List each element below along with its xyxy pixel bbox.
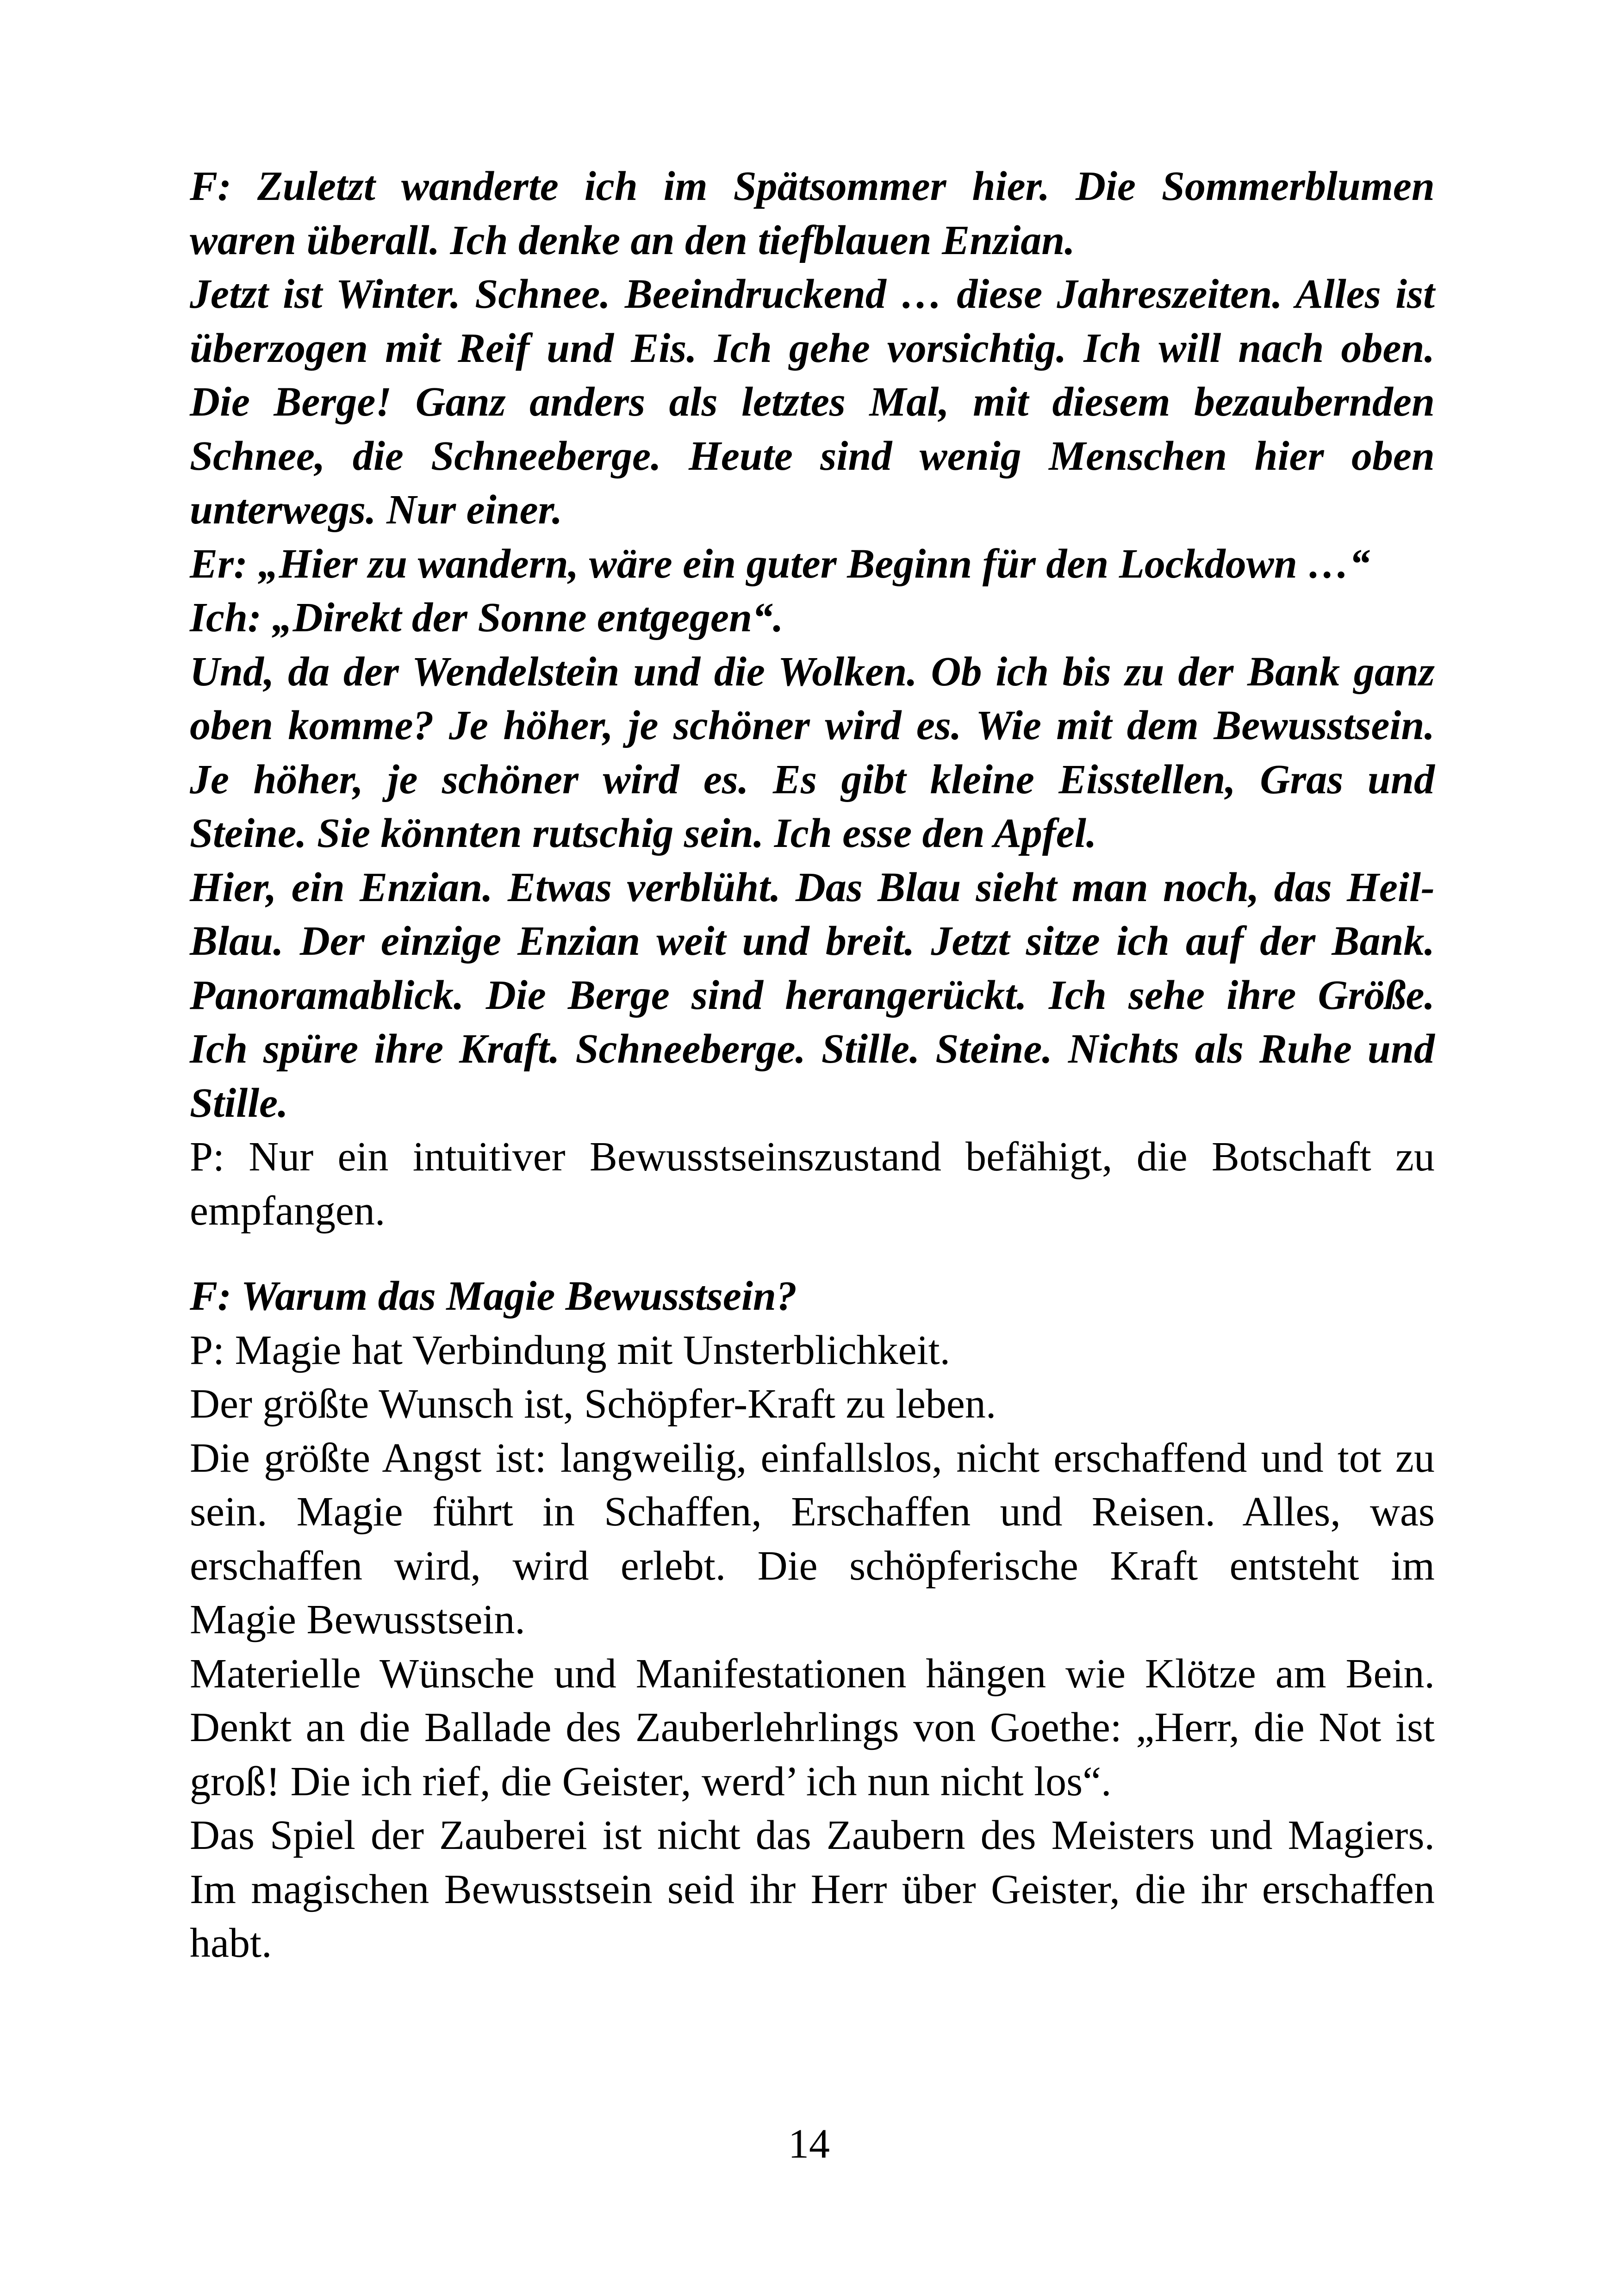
- paragraph: [190, 1324, 1435, 1378]
- text-line: Je höher, je schöner wird es. Es gibt kleine Eisstellen, Gras und: [190, 756, 1435, 803]
- text-line: Er: „Hier zu wandern, wäre ein guter Beginn für den Lockdown …“: [190, 541, 1370, 587]
- text-line: waren überall. Ich denke an den tiefblauen Enzian.: [190, 217, 1075, 263]
- text-line: Blau. Der einzige Enzian weit und breit. Jetzt sitze ich auf der Bank.: [190, 918, 1435, 964]
- text-line: Ich spüre ihre Kraft. Schneeberge. Stille. Steine. Nichts als Ruhe und: [190, 1026, 1435, 1072]
- paragraph: [190, 591, 1435, 645]
- text-line: Hier, ein Enzian. Etwas verblüht. Das Blau sieht man noch, das Heil-: [190, 864, 1435, 910]
- paragraph: [190, 861, 1435, 1131]
- text-line: Und, da der Wendelstein und die Wolken. Ob ich bis zu der Bank ganz: [190, 648, 1435, 695]
- paragraph: [190, 1647, 1435, 1809]
- page-number: 14: [788, 2121, 830, 2167]
- paragraph: [190, 268, 1435, 537]
- text-line: empfangen.: [190, 1188, 386, 1234]
- page-body: [190, 160, 1435, 1971]
- text-line: Steine. Sie könnten rutschig sein. Ich esse den Apfel.: [190, 810, 1097, 856]
- text-line: überzogen mit Reif und Eis. Ich gehe vorsichtig. Ich will nach oben.: [190, 325, 1435, 371]
- text-line: oben komme? Je höher, je schöner wird es. Wie mit dem Bewusstsein.: [190, 703, 1435, 748]
- text-line: P: Nur ein intuitiver Bewusstseinszustand befähigt, die Botschaft zu: [190, 1134, 1435, 1180]
- paragraph: [190, 1269, 1435, 1324]
- paragraph: [190, 1130, 1435, 1238]
- paragraph: [190, 160, 1435, 268]
- text-line: erschaffen wird, wird erlebt. Die schöpferische Kraft entsteht im: [190, 1543, 1435, 1589]
- text-line: Das Spiel der Zauberei ist nicht das Zaubern des Meisters und Magiers.: [190, 1812, 1435, 1858]
- text-line: Der größte Wunsch ist, Schöpfer-Kraft zu leben.: [190, 1381, 996, 1427]
- text-line: Schnee, die Schneeberge. Heute sind wenig Menschen hier oben: [190, 433, 1435, 479]
- text-line: Materielle Wünsche und Manifestationen hängen wie Klötze am Bein.: [190, 1650, 1435, 1697]
- text-line: Stille.: [190, 1080, 288, 1126]
- text-line: Im magischen Bewusstsein seid ihr Herr über Geister, die ihr erschaffen: [190, 1866, 1435, 1912]
- paragraph: [190, 1809, 1435, 1971]
- text-line: Denkt an die Ballade des Zauberlehrlings von Goethe: „Herr, die Not ist: [190, 1705, 1435, 1750]
- text-line: Die größte Angst ist: langweilig, einfallslos, nicht erschaffend und tot zu: [190, 1435, 1435, 1481]
- text-line: sein. Magie führt in Schaffen, Erschaffen und Reisen. Alles, was: [190, 1489, 1435, 1535]
- text-line: P: Magie hat Verbindung mit Unsterblichkeit.: [190, 1327, 951, 1373]
- text-line: habt.: [190, 1920, 272, 1966]
- text-line: F: Warum das Magie Bewusstsein?: [190, 1273, 797, 1319]
- text-line: Panoramablick. Die Berge sind herangerückt. Ich sehe ihre Größe.: [190, 972, 1435, 1018]
- text-line: Jetzt ist Winter. Schnee. Beeindruckend … diese Jahreszeiten. Alles ist: [190, 271, 1435, 317]
- text-line: F: Zuletzt wanderte ich im Spätsommer hier. Die Sommerblumen: [190, 163, 1435, 209]
- paragraph: [190, 645, 1435, 861]
- text-line: Die Berge! Ganz anders als letztes Mal, mit diesem bezaubernden: [190, 379, 1435, 425]
- text-line: unterwegs. Nur einer.: [190, 487, 563, 533]
- paragraph: [190, 537, 1435, 591]
- text-line: groß! Die ich rief, die Geister, werd’ ich nun nicht los“.: [190, 1758, 1112, 1804]
- paragraph: [190, 1431, 1435, 1647]
- text-line: Magie Bewusstsein.: [190, 1597, 525, 1643]
- text-line: Ich: „Direkt der Sonne entgegen“.: [190, 595, 784, 641]
- paragraph: [190, 1377, 1435, 1431]
